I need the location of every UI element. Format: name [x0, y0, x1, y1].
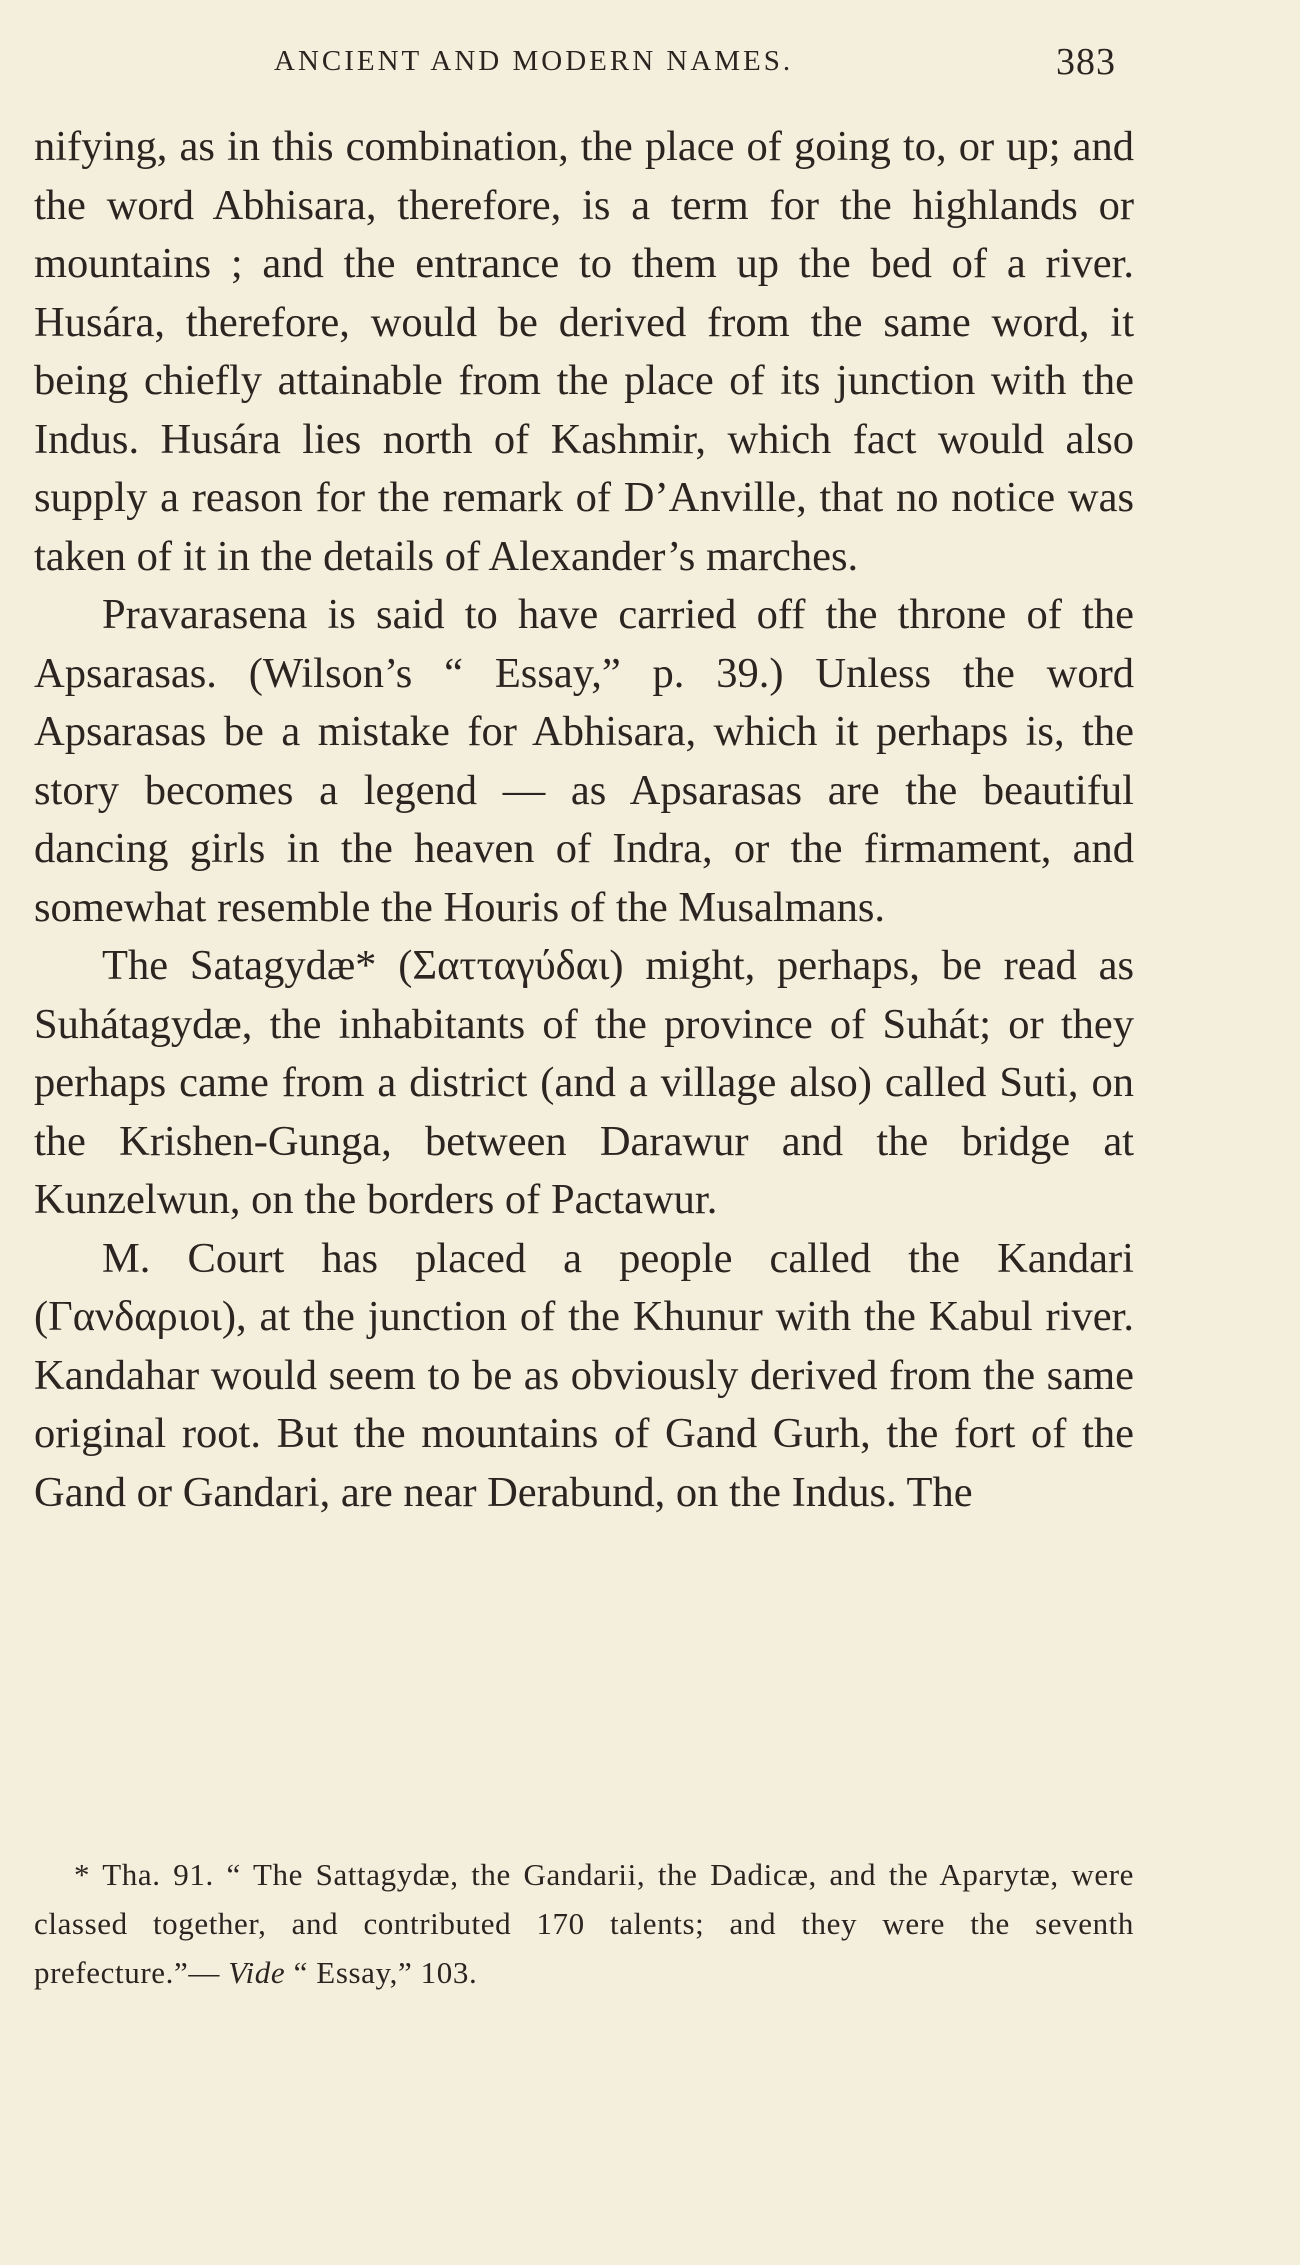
paragraph-satagydae: The Satagydæ* (Σατταγύδαι) might, perhaps, be read as Suhátagydæ, the inhabitants of the province of Suhát; or they perhaps came from a district (and a village also) called Suti, on the Krishen-Gunga, between Darawur and the bridge at Kunzelwun, on the borders of Pactawur. [34, 942, 1134, 1223]
footnote-marker: * [74, 1857, 91, 1892]
footnote-text [34, 1850, 1134, 1997]
body-text [34, 118, 1134, 1522]
footnote-reference: “ Essay,” 103. [293, 1955, 478, 1990]
page-number: 383 [1056, 41, 1116, 83]
footnote [34, 1850, 1134, 1997]
running-title: ANCIENT AND MODERN NAMES. [274, 45, 794, 77]
paragraph-continuation: nifying, as in this combination, the place of going to, or up; and the word Abhisara, therefore, is a term for the highlands or mountains ; and the entrance to them up the bed of a river. Husára, therefore, would be derived from the same word, it being chiefly attainable from the place of its junction with the Indus. Husára lies north of Kashmir, which fact would also supply a reason for the remark of D’Anville, that no notice was taken of it in the details of Alexander’s marches. [34, 123, 1134, 580]
footnote-vide: Vide [228, 1955, 286, 1990]
paragraph-pravarasena: Pravarasena is said to have carried off the throne of the Apsarasas. (Wilson’s “ Essay,” p. 39.) Unless the word Apsarasas be a mistake for Abhisara, which it perhaps is, the story becomes a legend — as Apsarasas are the beautiful dancing girls in the heaven of Indra, or the firmament, and somewhat resemble the Houris of the Musalmans. [34, 591, 1134, 931]
running-head [34, 40, 1134, 86]
paragraph-kandari: M. Court has placed a people called the Kandari (Γανδαριοι), at the junction of the Khunur with the Kabul river. Kandahar would seem to be as obviously derived from the same original root. But the mountains of Gand Gurh, the fort of the Gand or Gandari, are near Derabund, on the Indus. The [34, 1234, 1134, 1516]
footnote-body: Tha. 91. “ The Sattagydæ, the Gandarii, the Dadicæ, and the Aparytæ, were classed together, and contributed 170 talents; and they were the seventh prefecture.”— [34, 1857, 1134, 1990]
